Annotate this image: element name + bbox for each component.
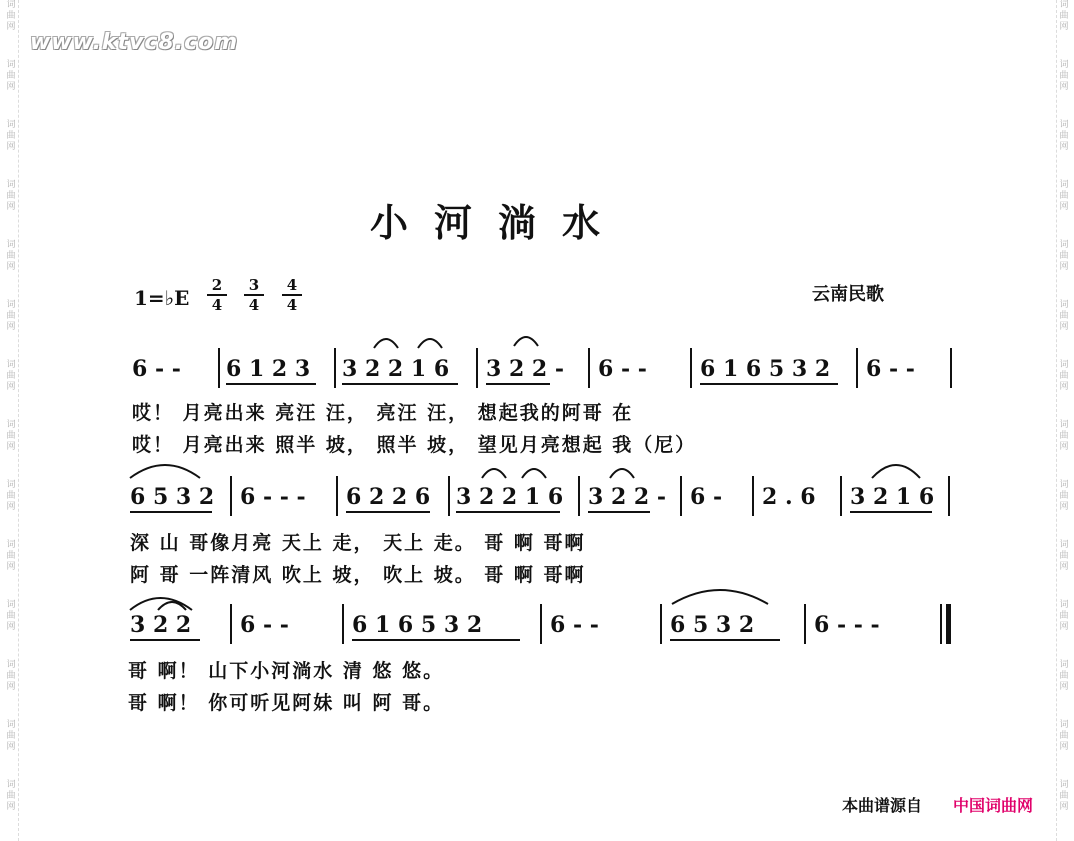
side-watermark-char: 网: [6, 502, 16, 512]
slur-arc: [130, 465, 200, 478]
side-watermark-char: 词: [6, 360, 16, 370]
side-watermark-char: 网: [1059, 82, 1069, 92]
measure: 6 - -: [240, 612, 289, 638]
side-watermark-char: 网: [6, 262, 16, 272]
side-watermark-char: 词: [1059, 0, 1069, 10]
side-watermark-char: 曲: [6, 731, 16, 741]
side-watermark-char: 曲: [6, 611, 16, 621]
side-watermark-char: 网: [6, 22, 16, 32]
side-watermark-char: 词: [6, 240, 16, 250]
side-watermark-char: 词: [1059, 240, 1069, 250]
side-watermark-char: 词: [6, 600, 16, 610]
lyric-line-2: 哎！ 月亮出来 照半 坡， 照半 坡， 望见月亮想起 我（尼）: [132, 434, 697, 456]
measure: 6 - -: [550, 612, 599, 638]
measure: 3 2 2 -: [486, 356, 565, 382]
side-watermark-char: 网: [1059, 442, 1069, 452]
side-watermark-char: 词: [1059, 120, 1069, 130]
side-watermark-char: 词: [6, 660, 16, 670]
side-watermark-char: 词: [1059, 420, 1069, 430]
side-watermark-char: 网: [6, 802, 16, 812]
side-watermark-char: 词: [1059, 600, 1069, 610]
measure: 3 2 2: [130, 612, 192, 638]
lyric-line-1: 哥 啊！ 山下小河淌水 清 悠 悠。: [128, 660, 445, 682]
side-watermark-char: 词: [6, 300, 16, 310]
side-watermark-char: 词: [1059, 60, 1069, 70]
side-watermark-char: 词: [6, 540, 16, 550]
measure: 6 1 6 5 3 2: [700, 356, 831, 382]
side-watermark-char: 曲: [6, 431, 16, 441]
underline-beams: [130, 384, 935, 640]
side-watermark-char: 词: [6, 780, 16, 790]
side-watermark-char: 曲: [6, 251, 16, 261]
side-watermark-char: 网: [1059, 22, 1069, 32]
side-watermark-char: 网: [6, 382, 16, 392]
side-watermark-char: 词: [6, 120, 16, 130]
side-watermark-char: 词: [1059, 720, 1069, 730]
side-watermark-char: 网: [1059, 142, 1069, 152]
lyric-line-1: 哎！ 月亮出来 亮汪 汪， 亮汪 汪， 想起我的阿哥 在: [132, 402, 634, 424]
side-watermark-char: 词: [6, 60, 16, 70]
measure: 3 2 1 6: [850, 484, 935, 510]
measure: 6 2 2 6: [346, 484, 431, 510]
measure: 6 5 3 2: [130, 484, 215, 510]
slur-arc: [672, 590, 768, 604]
measure: 6 5 3 2: [670, 612, 755, 638]
side-watermark-char: 词: [6, 0, 16, 10]
side-watermark-char: 网: [6, 82, 16, 92]
side-watermark-char: 曲: [1059, 611, 1069, 621]
side-watermark-char: 网: [1059, 742, 1069, 752]
side-watermark-char: 网: [1059, 382, 1069, 392]
lyric-line-2: 哥 啊！ 你可听见阿妹 叫 阿 哥。: [128, 692, 445, 714]
side-watermark-char: 曲: [1059, 551, 1069, 561]
slur-arc: [610, 469, 634, 478]
source-label: 本曲谱源自: [842, 796, 923, 815]
slur-arc: [374, 339, 398, 348]
song-origin: 云南民歌: [812, 284, 884, 305]
side-watermark-char: 曲: [1059, 191, 1069, 201]
side-watermark-char: 词: [1059, 480, 1069, 490]
side-watermark-char: 网: [6, 622, 16, 632]
side-watermark-char: 网: [6, 682, 16, 692]
side-watermark-char: 网: [1059, 502, 1069, 512]
side-watermark-char: 网: [6, 562, 16, 572]
measure: 6 1 2 3: [226, 356, 311, 382]
lyric-line-1: 深 山 哥像月亮 天上 走， 天上 走。 哥 啊 哥啊: [130, 532, 586, 554]
time-signature-3: 4 4: [281, 276, 303, 314]
song-title: 小河淌水: [370, 200, 627, 245]
side-watermark-char: 曲: [1059, 311, 1069, 321]
side-watermark-char: 词: [1059, 780, 1069, 790]
side-watermark-char: 曲: [1059, 431, 1069, 441]
side-watermark-char: 网: [1059, 322, 1069, 332]
measure: 6 - -: [598, 356, 647, 382]
side-watermark-char: 曲: [6, 11, 16, 21]
side-watermark-char: 曲: [1059, 71, 1069, 81]
side-watermark-char: 曲: [1059, 791, 1069, 801]
side-watermark-char: 词: [6, 420, 16, 430]
side-watermark-char: 网: [1059, 682, 1069, 692]
side-watermark-char: 曲: [6, 371, 16, 381]
measure: 6 - - -: [240, 484, 306, 510]
side-watermark-char: 网: [1059, 562, 1069, 572]
measure: 2 . 6: [762, 484, 816, 510]
side-watermark-char: 词: [6, 480, 16, 490]
key-signature: 1=♭E: [134, 286, 190, 310]
slur-arc: [482, 469, 506, 478]
source-site-link[interactable]: 中国词曲网: [953, 796, 1034, 815]
measure: 6 - -: [132, 356, 181, 382]
side-watermark-char: 曲: [6, 671, 16, 681]
side-watermark-char: 曲: [6, 311, 16, 321]
side-watermark-char: 曲: [6, 791, 16, 801]
side-watermark-char: 曲: [6, 191, 16, 201]
side-watermark-char: 曲: [6, 551, 16, 561]
side-watermark-char: 曲: [1059, 491, 1069, 501]
side-watermark-char: 曲: [6, 491, 16, 501]
side-watermark-char: 网: [6, 742, 16, 752]
side-watermark-char: 曲: [1059, 371, 1069, 381]
time-signature-1: 2 4: [206, 276, 228, 314]
side-watermark-char: 词: [1059, 660, 1069, 670]
measure: 3 2 2 1 6: [456, 484, 564, 510]
side-watermark-char: 曲: [1059, 251, 1069, 261]
side-watermark-char: 词: [1059, 540, 1069, 550]
side-watermark-char: 网: [6, 142, 16, 152]
measure: 6 - - -: [814, 612, 880, 638]
side-watermark-char: 网: [1059, 802, 1069, 812]
side-watermark-char: 网: [1059, 202, 1069, 212]
side-watermark-char: 网: [6, 442, 16, 452]
measure: 3 2 2 -: [588, 484, 667, 510]
measure: 6 - -: [866, 356, 915, 382]
measure: 3 2 2 1 6: [342, 356, 450, 382]
side-watermark-char: 网: [1059, 622, 1069, 632]
slur-arc: [418, 339, 442, 348]
slur-arc: [872, 465, 920, 478]
measure: 6 1 6 5 3 2: [352, 612, 483, 638]
side-watermark-char: 词: [1059, 360, 1069, 370]
side-watermark-char: 曲: [1059, 131, 1069, 141]
side-watermark-char: 网: [1059, 262, 1069, 272]
side-watermark-char: 词: [6, 180, 16, 190]
side-watermark-char: 曲: [1059, 671, 1069, 681]
side-watermark-char: 词: [6, 720, 16, 730]
side-watermark-char: 曲: [6, 131, 16, 141]
lyric-line-2: 阿 哥 一阵清风 吹上 坡， 吹上 坡。 哥 啊 哥啊: [130, 564, 586, 586]
side-watermark-char: 词: [1059, 300, 1069, 310]
slur-arc: [522, 469, 546, 478]
site-watermark: www.ktvc8.com: [30, 30, 239, 55]
side-watermark-char: 曲: [6, 71, 16, 81]
side-watermark-char: 曲: [1059, 731, 1069, 741]
slur-arc: [514, 337, 538, 346]
side-watermark-char: 曲: [1059, 11, 1069, 21]
side-watermark-char: 网: [6, 322, 16, 332]
side-watermark-char: 网: [6, 202, 16, 212]
measure: 6 -: [690, 484, 723, 510]
side-watermark-char: 词: [1059, 180, 1069, 190]
time-signature-2: 3 4: [243, 276, 265, 314]
